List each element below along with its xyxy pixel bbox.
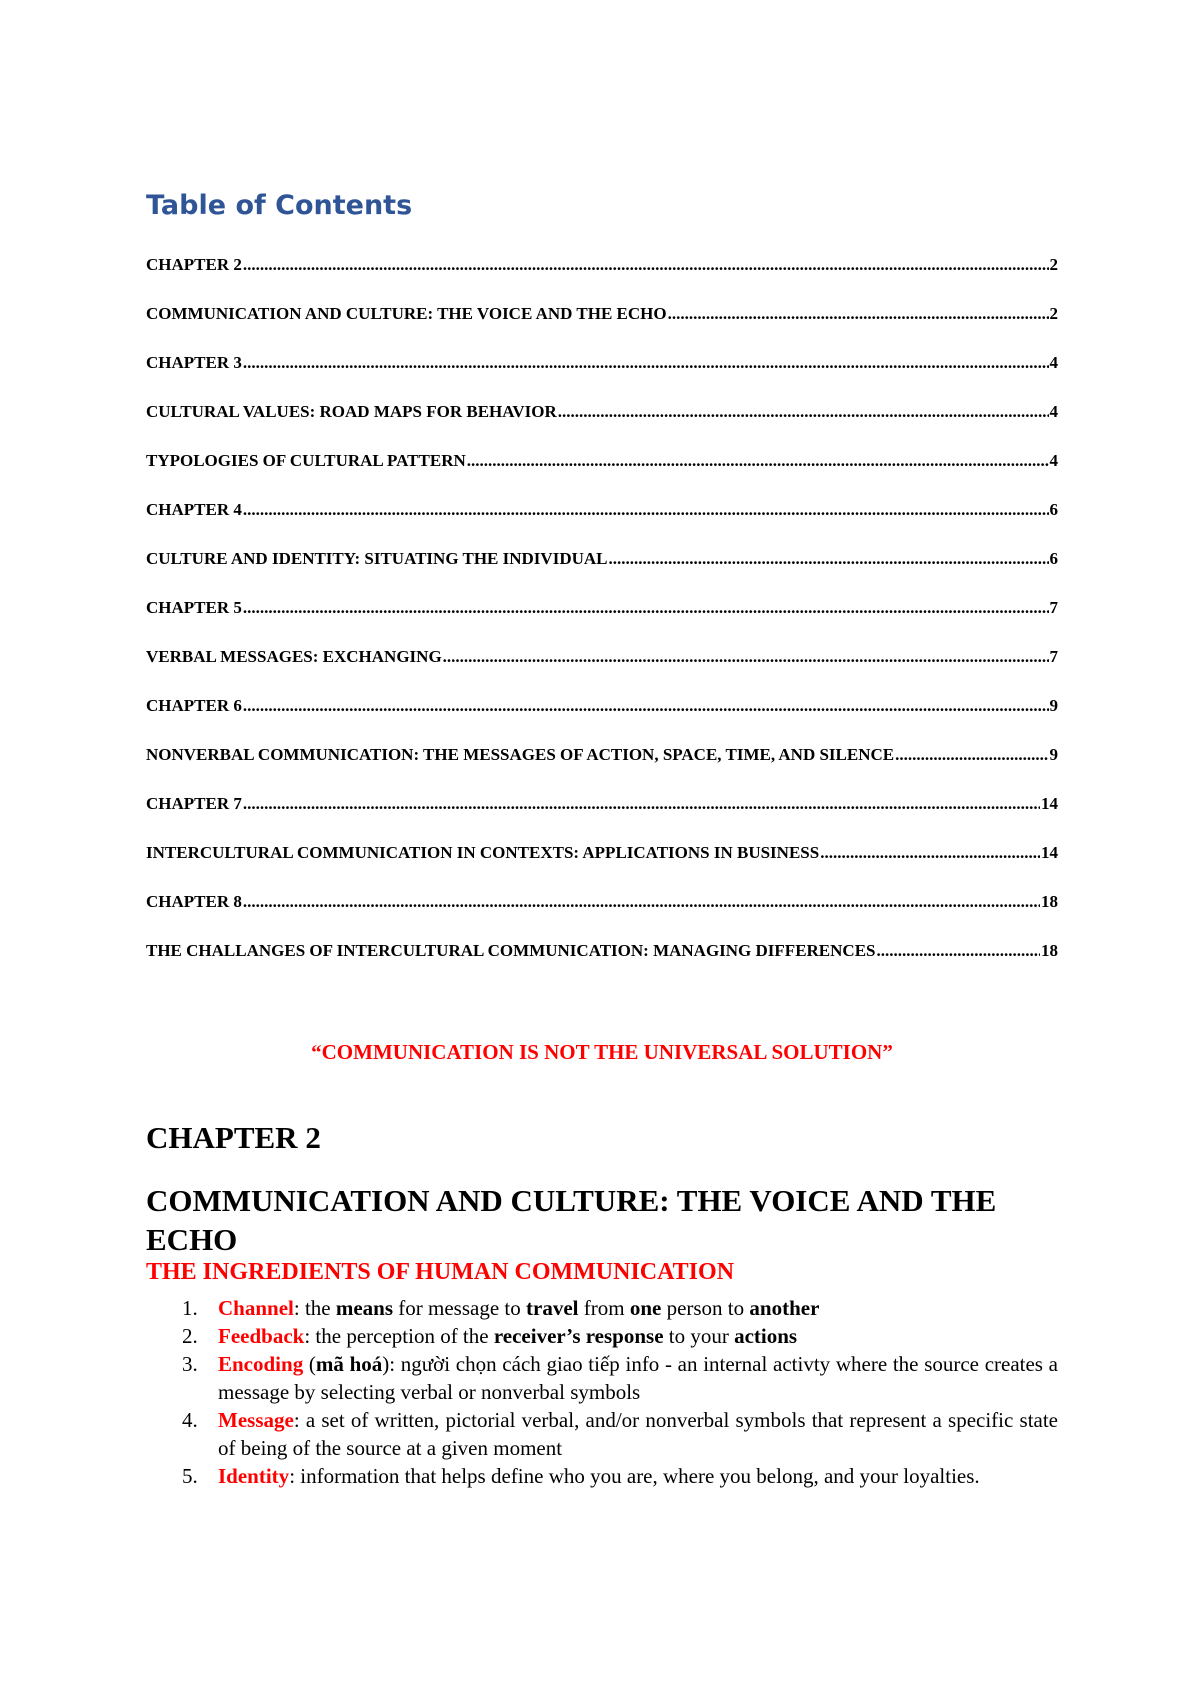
list-number: 5. [182, 1464, 198, 1488]
toc-title: Table of Contents [146, 190, 413, 221]
toc-entry-label: CULTURE AND IDENTITY: SITUATING THE INDIVIDUAL [146, 549, 608, 568]
toc-entry-label: CHAPTER 8 [146, 892, 242, 911]
definition-text: from [578, 1296, 630, 1320]
toc-entry-label: TYPOLOGIES OF CULTURAL PATTERN [146, 451, 466, 470]
term-label: Channel [218, 1296, 294, 1320]
toc-entry-label: CHAPTER 3 [146, 353, 242, 372]
term-label: Encoding [218, 1352, 304, 1376]
highlight-quote: “COMMUNICATION IS NOT THE UNIVERSAL SOLUTION” [311, 1040, 893, 1064]
dot-leader [243, 598, 1049, 618]
definition-text: : the perception of the [304, 1324, 494, 1348]
list-number: 1. [182, 1296, 198, 1320]
definition-text: for message to [393, 1296, 526, 1320]
section-heading: THE INGREDIENTS OF HUMAN COMMUNICATION [146, 1259, 735, 1285]
toc-entry[interactable] [146, 402, 1058, 451]
toc-entry[interactable] [146, 598, 1058, 647]
dot-leader [820, 843, 1040, 863]
toc-entry-label: CHAPTER 4 [146, 500, 242, 519]
list-number: 2. [182, 1324, 198, 1348]
dot-leader [443, 647, 1049, 667]
toc-page-number: 4 [1049, 451, 1058, 470]
term-label: Feedback [218, 1324, 305, 1348]
toc-entry-label: INTERCULTURAL COMMUNICATION IN CONTEXTS: APPLICATIONS IN BUSINESS [146, 843, 820, 862]
emphasis-text: mã hoá [315, 1352, 383, 1376]
term-label: Identity [218, 1464, 290, 1488]
definition-text: person to [661, 1296, 750, 1320]
definition-text: : information that helps define who you are, where you belong, and your loyalties. [289, 1464, 980, 1488]
toc-entry[interactable] [146, 451, 1058, 500]
dot-leader [877, 941, 1041, 961]
list-number: 4. [182, 1408, 198, 1432]
toc-entry[interactable] [146, 794, 1058, 843]
toc-entry-label: CHAPTER 5 [146, 598, 242, 617]
toc-entry[interactable] [146, 892, 1058, 941]
toc-page-number: 14 [1041, 794, 1058, 813]
dot-leader [243, 794, 1040, 814]
toc-page-number: 18 [1041, 941, 1058, 960]
toc-page-number: 18 [1041, 892, 1058, 911]
toc-entry[interactable] [146, 745, 1058, 794]
list-item [146, 1406, 1058, 1462]
toc-page-number: 4 [1049, 353, 1058, 372]
emphasis-text: one [629, 1296, 662, 1320]
dot-leader [668, 304, 1049, 324]
toc-entry[interactable] [146, 304, 1058, 353]
definition-text: to your [663, 1324, 735, 1348]
toc-page-number: 4 [1049, 402, 1058, 421]
ingredients-list [146, 1294, 1058, 1490]
emphasis-text: another [749, 1296, 820, 1320]
toc-entry-label: NONVERBAL COMMUNICATION: THE MESSAGES OF ACTION, SPACE, TIME, AND SILENCE [146, 745, 895, 764]
toc-entry[interactable] [146, 843, 1058, 892]
dot-leader [243, 696, 1049, 716]
toc-page-number: 6 [1049, 500, 1058, 519]
toc-entry[interactable] [146, 696, 1058, 745]
toc-page-number: 2 [1049, 255, 1058, 274]
table-of-contents [146, 255, 1058, 990]
toc-page-number: 9 [1049, 745, 1058, 764]
term-label: Message [218, 1408, 294, 1432]
list-item [146, 1294, 1058, 1322]
chapter-heading: CHAPTER 2 [146, 1120, 321, 1155]
chapter-title: COMMUNICATION AND CULTURE: THE VOICE AND THE ECHO [146, 1183, 997, 1257]
emphasis-text: actions [734, 1324, 798, 1348]
dot-leader [895, 745, 1048, 765]
list-number: 3. [182, 1352, 198, 1376]
toc-entry-label: CHAPTER 7 [146, 794, 242, 813]
dot-leader [467, 451, 1049, 471]
toc-page-number: 7 [1049, 647, 1058, 666]
dot-leader [608, 549, 1048, 569]
toc-page-number: 2 [1049, 304, 1058, 323]
toc-page-number: 14 [1041, 843, 1058, 862]
toc-entry-label: COMMUNICATION AND CULTURE: THE VOICE AND THE ECHO [146, 304, 667, 323]
dot-leader [243, 255, 1049, 275]
toc-entry[interactable] [146, 353, 1058, 402]
toc-entry-label: CULTURAL VALUES: ROAD MAPS FOR BEHAVIOR [146, 402, 557, 421]
list-item [146, 1350, 1058, 1406]
toc-entry-label: VERBAL MESSAGES: EXCHANGING [146, 647, 442, 666]
list-item [146, 1462, 1058, 1490]
list-item [146, 1322, 1058, 1350]
toc-page-number: 6 [1049, 549, 1058, 568]
emphasis-text: receiver’s response [493, 1324, 664, 1348]
toc-entry[interactable] [146, 255, 1058, 304]
toc-entry[interactable] [146, 647, 1058, 696]
dot-leader [243, 353, 1049, 373]
definition-text: ( [303, 1352, 316, 1376]
toc-entry-label: CHAPTER 2 [146, 255, 242, 274]
dot-leader [558, 402, 1049, 422]
toc-entry-label: CHAPTER 6 [146, 696, 242, 715]
dot-leader [243, 500, 1049, 520]
dot-leader [243, 892, 1040, 912]
definition-text: : a set of written, pictorial verbal, and/or nonverbal symbols that represent a specific state of being of the source at a given moment [218, 1408, 1058, 1460]
toc-entry[interactable] [146, 500, 1058, 549]
emphasis-text: travel [526, 1296, 579, 1320]
emphasis-text: means [335, 1296, 394, 1320]
toc-page-number: 7 [1049, 598, 1058, 617]
toc-entry[interactable] [146, 549, 1058, 598]
definition-text: ): người chọn cách giao tiếp info - an internal activty where the source creates a message by selecting verbal or nonverbal symbols [218, 1352, 1058, 1404]
toc-page-number: 9 [1049, 696, 1058, 715]
toc-entry[interactable] [146, 941, 1058, 990]
toc-entry-label: THE CHALLANGES OF INTERCULTURAL COMMUNICATION: MANAGING DIFFERENCES [146, 941, 876, 960]
definition-text: : the [293, 1296, 336, 1320]
